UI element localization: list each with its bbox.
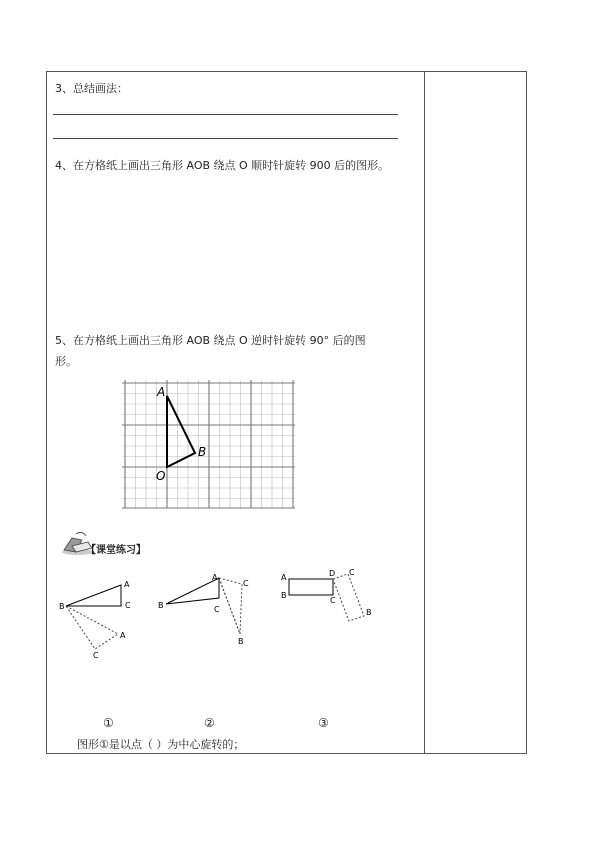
figure-number-3: ③ [318,716,329,730]
svg-text:B: B [366,608,372,617]
grid-figure [122,380,297,510]
svg-text:A: A [124,580,130,589]
practice-figure-3 [276,565,376,625]
svg-text:C: C [330,596,336,605]
svg-text:B: B [59,602,65,611]
svg-text:B: B [158,601,164,610]
svg-text:A: A [212,573,218,582]
q5-line-2: 形。 [55,355,77,368]
svg-text:C: C [125,601,131,610]
q4-label: 4、在方格纸上画出三角形 AOB 绕点 O 顺时针旋转 900 后的图形。 [55,159,390,172]
answer-line-2 [53,138,398,139]
svg-text:B: B [281,591,287,600]
q5-line-1: 5、在方格纸上画出三角形 AOB 绕点 O 逆时针旋转 90° 后的图 [55,334,366,347]
practice-title: 【课堂练习】 [86,545,146,556]
figure-number-1: ① [103,716,114,730]
figure-number-2: ② [204,716,215,730]
q3-label: 3、总结画法： [55,82,128,95]
column-divider [424,71,425,754]
svg-text:A: A [120,631,126,640]
practice-question: 图形①是以点（ ）为中心旋转的； [77,738,245,751]
svg-text:C: C [93,651,99,660]
svg-text:A: A [281,573,287,582]
svg-text:D: D [329,569,336,578]
answer-line-1 [53,114,398,115]
label-a: A [157,385,166,399]
svg-text:B: B [238,637,244,646]
svg-text:C: C [214,605,220,614]
label-o: O [156,469,166,483]
practice-figure-1 [58,574,148,664]
practice-figure-2 [156,570,256,650]
label-b: B [198,445,207,459]
svg-text:C: C [349,568,355,577]
svg-text:C: C [243,579,249,588]
